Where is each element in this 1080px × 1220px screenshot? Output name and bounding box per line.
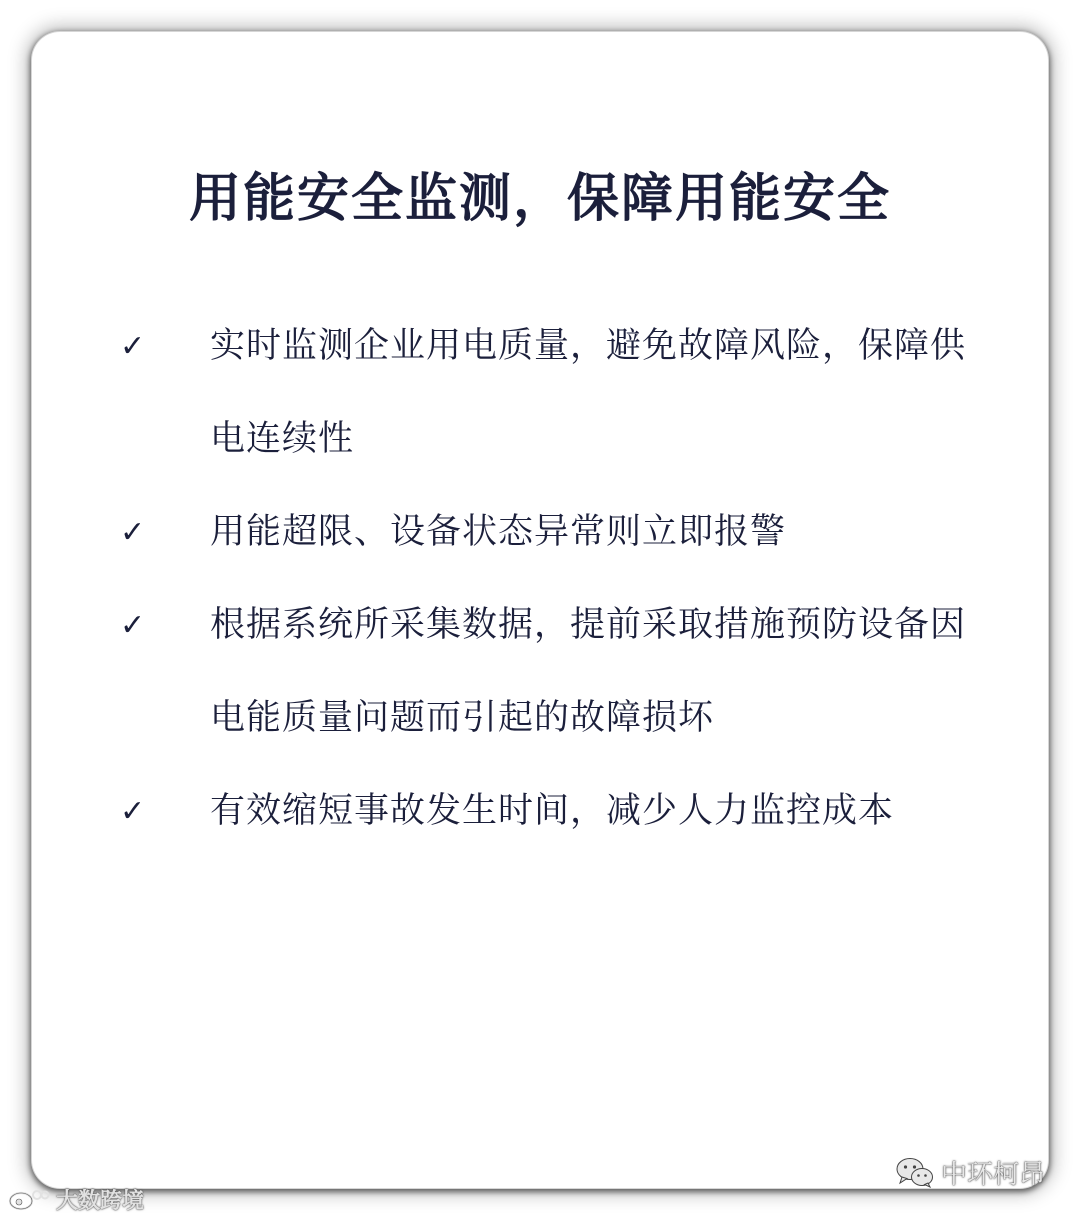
page-title: 用能安全监测，保障用能安全 <box>188 168 891 229</box>
watermark-left <box>8 1183 144 1215</box>
weibo-icon <box>8 1186 50 1212</box>
check-icon: ✓ <box>120 794 146 829</box>
list-item-text: 有效缩短事故发生时间，减少人力监控成本 <box>210 791 895 831</box>
check-icon: ✓ <box>120 515 146 550</box>
check-icon: ✓ <box>120 329 146 364</box>
list-item-text: 实时监测企业用电质量，避免故障风险，保障供电连续性 <box>210 326 967 459</box>
list-item <box>120 486 980 579</box>
list-item <box>120 579 980 765</box>
feature-list <box>120 300 980 858</box>
watermark-left-text: 大数跨境 <box>56 1188 145 1214</box>
watermark-right-text: 中环柯昂 <box>941 1159 1046 1190</box>
list-item-text: 根据系统所采集数据，提前采取措施预防设备因电能质量问题而引起的故障损坏 <box>210 605 967 738</box>
list-item <box>120 300 980 486</box>
list-item <box>120 765 980 858</box>
check-icon: ✓ <box>120 608 146 643</box>
list-item-text: 用能超限、设备状态异常则立即报警 <box>210 512 787 552</box>
watermark-right <box>895 1152 1045 1192</box>
wechat-icon <box>895 1156 935 1188</box>
